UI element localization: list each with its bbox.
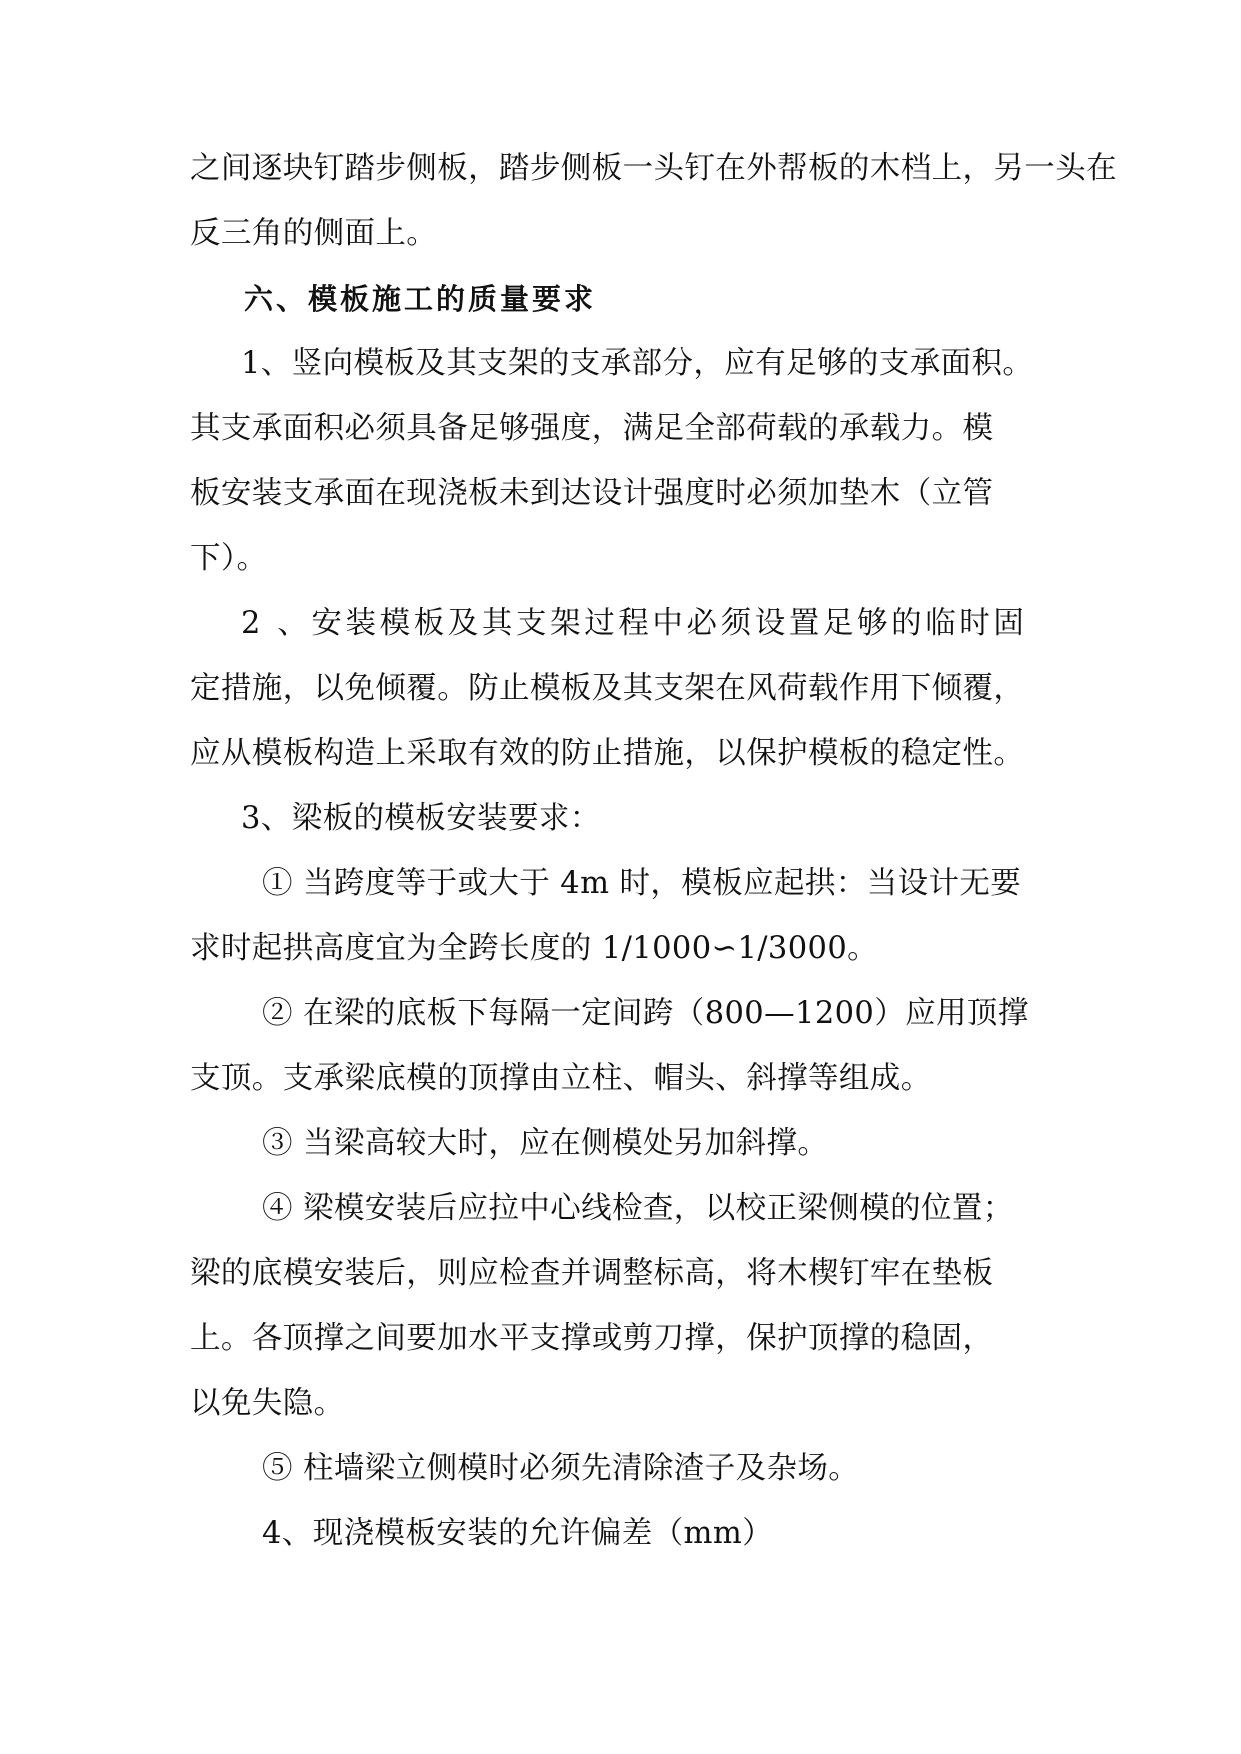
item3-sub3-line-1: ③ 当梁高较大时，应在侧模处另加斜撑。 [262,1126,829,1161]
item2-line-1: 2 、安装模板及其支架过程中必须设置足够的临时固 [241,606,1028,641]
item3-sub1-line-2: 求时起拱高度宜为全跨长度的 1/1000∽1/3000。 [190,931,879,966]
section-heading: 六、模板施工的质量要求 [244,282,597,316]
item3-sub1-line-1: ① 当跨度等于或大于 4m 时，模板应起拱：当设计无要 [262,866,1022,901]
item3-sub4-line-1: ④ 梁模安装后应拉中心线检查，以校正梁侧模的位置； [262,1191,1014,1226]
continuation-line-2: 反三角的侧面上。 [190,216,438,251]
item1-line-3: 板安装支承面在现浇板未到达设计强度时必须加垫木（立管 [190,476,994,511]
continuation-line-1: 之间逐块钉踏步侧板，踏步侧板一头钉在外帮板的木档上，另一头在 [190,151,1117,186]
item2-line-3: 应从模板构造上采取有效的防止措施，以保护模板的稳定性。 [190,736,1025,771]
item3-sub2-line-2: 支顶。支承梁底模的顶撑由立柱、帽头、斜撑等组成。 [190,1061,932,1096]
item3-sub2-line-1: ② 在梁的底板下每隔一定间跨（800—1200）应用顶撑 [262,996,1029,1031]
item3-title: 3、梁板的模板安装要求： [241,801,601,836]
item3-sub4-line-2: 梁的底模安装后，则应检查并调整标高，将木楔钉牢在垫板 [190,1256,994,1291]
item3-sub5-line-1: ⑤ 柱墙梁立侧模时必须先清除渣子及杂场。 [262,1451,860,1486]
item3-sub4-line-3: 上。各顶撑之间要加水平支撑或剪刀撑，保护顶撑的稳固， [190,1321,994,1356]
item3-sub4-line-4: 以免失隐。 [190,1386,345,1421]
item1-line-4: 下）。 [190,541,268,576]
item1-line-1: 1、竖向模板及其支架的支承部分，应有足够的支承面积。 [241,346,1034,381]
item1-line-2: 其支承面积必须具备足够强度，满足全部荷载的承载力。模 [190,411,994,446]
item2-line-2: 定措施，以免倾覆。防止模板及其支架在风荷载作用下倾覆， [190,671,1025,706]
item4-title: 4、现浇模板安装的允许偏差（mm） [262,1516,774,1551]
